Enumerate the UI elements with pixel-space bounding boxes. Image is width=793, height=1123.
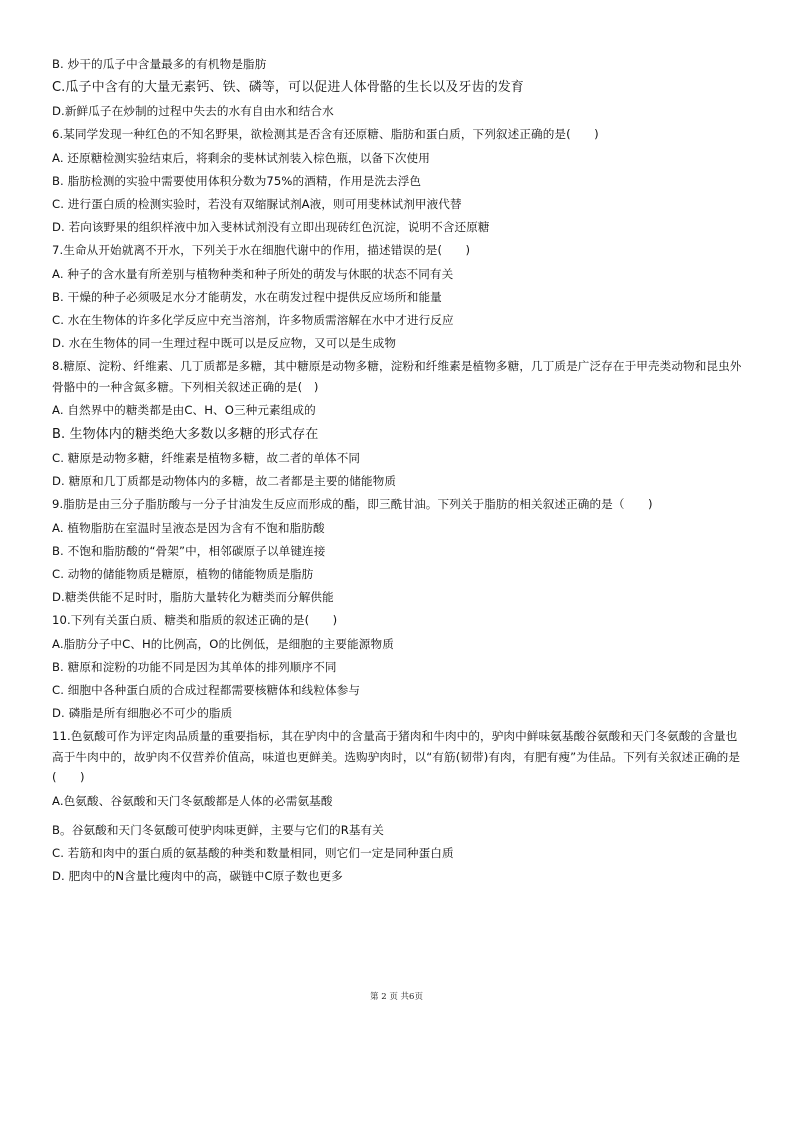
option-c-line: C.瓜子中含有的大量无素钙、铁、磷等，可以促进人体骨骼的生长以及牙齿的发育 [52, 80, 524, 96]
question-11-stem: 11.色氨酸可作为评定肉品质量的重要指标，其在驴肉中的含量高于猪肉和牛肉中的，驴肉中鲜味氨基酸谷氨酸和天门冬氨酸的含量也高于牛肉中的，故驴肉不仅营养价值高，味道也更鲜美。选购驴肉时，以“有筋(韧带)有肉，有肥有瘦”为佳品。下列有关叙述正确的是( ) [52, 729, 741, 785]
q9-option-b: B. 不饱和脂肪酸的“骨架”中，相邻碳原子以单键连接 [52, 543, 326, 558]
q7-option-d: D. 水在生物体的同一生理过程中既可以是反应物，又可以是生成物 [52, 336, 397, 351]
q8-option-a: A. 自然界中的糖类都是由C、H、O三种元素组成的 [52, 403, 316, 418]
q10-option-d: D. 磷脂是所有细胞必不可少的脂质 [52, 706, 233, 721]
q8-option-c: C. 糖原是动物多糖，纤维素是植物多糖，故二者的单体不同 [52, 450, 361, 465]
option-d-line: D.新鲜瓜子在炒制的过程中失去的水有自由水和结合水 [52, 104, 334, 119]
q10-option-a: A.脂肪分子中C、H的比例高，O的比例低，是细胞的主要能源物质 [52, 636, 394, 651]
q6-option-a: A. 还原糖检测实验结束后，将剩余的斐林试剂装入棕色瓶，以备下次使用 [52, 150, 430, 165]
q10-option-b: B. 糖原和淀粉的功能不同是因为其单体的排列顺序不同 [52, 659, 337, 674]
option-b-line: B. 炒干的瓜子中含量最多的有机物是脂肪 [52, 57, 267, 71]
q7-option-c: C. 水在生物体的许多化学反应中充当溶剂，许多物质需溶解在水中才进行反应 [52, 313, 454, 328]
q7-option-a: A. 种子的含水量有所差别与植物种类和种子所处的萌发与休眠的状态不同有关 [52, 266, 454, 281]
q9-option-d: D.糖类供能不足时时，脂肪大量转化为糖类而分解供能 [52, 590, 334, 605]
q8-option-b: B. 生物体内的糖类绝大多数以多糖的形式存在 [52, 426, 319, 442]
question-6-stem: 6.某同学发现一种红色的不知名野果，欲检测其是否含有还原糖、脂肪和蛋白质，下列叙述正确的是( ) [52, 127, 599, 142]
question-text [52, 53, 742, 889]
question-7-stem: 7.生命从开始就离不开水，下列关于水在细胞代谢中的作用，描述错误的是( ) [52, 243, 471, 258]
question-10-stem: 10.下列有关蛋白质、糖类和脂质的叙述正确的是( ) [52, 613, 338, 628]
q11-option-d: D. 肥肉中的N含量比瘦肉中的高，碳链中C原子数也更多 [52, 869, 343, 884]
q8-option-d: D. 糖原和几丁质都是动物体内的多糖，故二者都是主要的储能物质 [52, 473, 397, 488]
question-8-stem: 8.糖原、淀粉、纤维素、几丁质都是多糖，其中糖原是动物多糖，淀粉和纤维素是植物多糖，几丁质是广泛存在于甲壳类动物和昆虫外骨骼中的一种含氮多糖。下列相关叙述正确的是( ) [52, 359, 742, 394]
q11-option-a: A.色氨酸、谷氨酸和天门冬氨酸都是人体的必需氨基酸 [52, 793, 333, 808]
q6-option-d: D. 若向该野果的组织样液中加入斐林试剂没有立即出现砖红色沉淀，说明不含还原糖 [52, 220, 490, 235]
q9-option-c: C. 动物的储能物质是糖原，植物的储能物质是脂肪 [52, 566, 314, 581]
q7-option-b: B. 干燥的种子必须吸足水分才能萌发，水在萌发过程中提供反应场所和能量 [52, 289, 442, 304]
page-number-footer: 第 2 页 共6页 [370, 992, 423, 1002]
q11-option-b: B。谷氨酸和天门冬氨酸可使驴肉味更鲜，主要与它们的R基有关 [52, 823, 384, 838]
q9-option-a: A. 植物脂肪在室温时呈液态是因为含有不饱和脂肪酸 [52, 520, 325, 535]
q10-option-c: C. 细胞中各种蛋白质的合成过程都需要核糖体和线粒体参与 [52, 682, 361, 697]
q11-option-c: C. 若筋和肉中的蛋白质的氨基酸的种类和数量相同，则它们一定是同种蛋白质 [52, 846, 454, 861]
question-9-stem: 9.脂肪是由三分子脂肪酸与一分子甘油发生反应而形成的酯，即三酰甘油。下列关于脂肪的相关叙述正确的是（ ) [52, 497, 653, 512]
q6-option-b: B. 脂肪检测的实验中需要使用体积分数为75%的酒精，作用是洗去浮色 [52, 173, 422, 188]
q6-option-c: C. 进行蛋白质的检测实验时，若没有双缩脲试剂A液，则可用斐林试剂甲液代替 [52, 197, 462, 212]
